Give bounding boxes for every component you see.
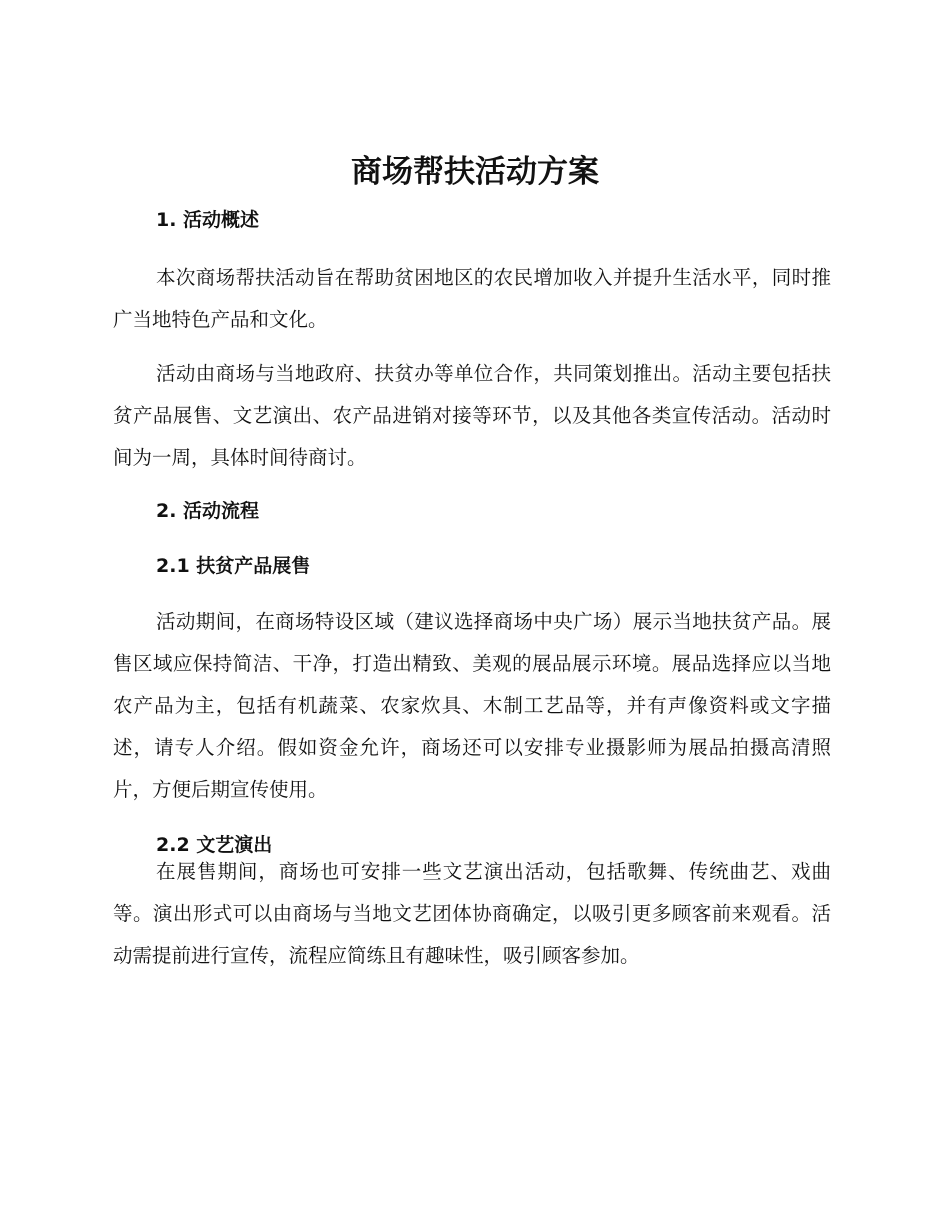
paragraph-overview-1: 本次商场帮扶活动旨在帮助贫困地区的农民增加收入并提升生活水平，同时推广当地特色产品和文化。 <box>113 266 831 331</box>
section-heading-process: 2. 活动流程 <box>156 500 260 522</box>
section-heading-product-sale: 2.1 扶贫产品展售 <box>156 555 311 577</box>
section-heading-overview: 1. 活动概述 <box>156 209 260 231</box>
paragraph-overview-2: 活动由商场与当地政府、扶贫办等单位合作，共同策划推出。活动主要包括扶贫产品展售、文艺演出、农产品进销对接等环节，以及其他各类宣传活动。活动时间为一周，具体时间待商讨。 <box>113 362 831 469</box>
paragraph-performance: 在展售期间，商场也可安排一些文艺演出活动，包括歌舞、传统曲艺、戏曲等。演出形式可以由商场与当地文艺团体协商确定，以吸引更多顾客前来观看。活动需提前进行宣传，流程应简练且有趣味性，吸引顾客参加。 <box>113 860 831 967</box>
paragraph-product-sale: 活动期间，在商场特设区域（建议选择商场中央广场）展示当地扶贫产品。展售区域应保持简洁、干净，打造出精致、美观的展品展示环境。展品选择应以当地农产品为主，包括有机蔬菜、农家炊具、木制工艺品等，并有声像资料或文字描述，请专人介绍。假如资金允许，商场还可以安排专业摄影师为展品拍摄高清照片，方便后期宣传使用。 <box>113 610 831 801</box>
section-heading-performance: 2.2 文艺演出 <box>156 834 273 856</box>
document-title: 商场帮扶活动方案 <box>351 154 599 190</box>
